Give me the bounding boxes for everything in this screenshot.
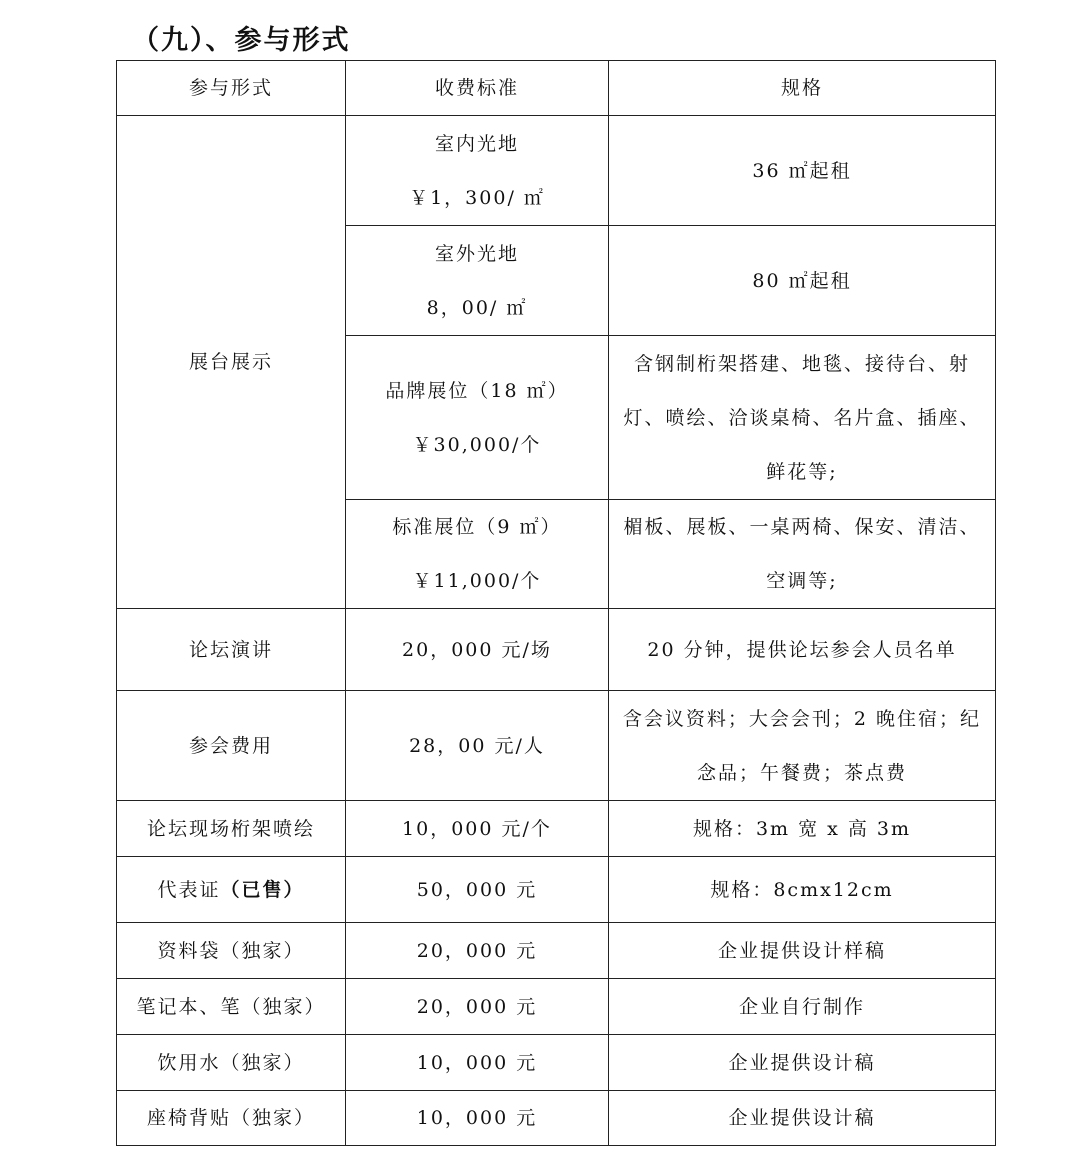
item-price: 10，000 元 bbox=[346, 1091, 609, 1146]
item-name: 参会费用 bbox=[117, 691, 346, 801]
section-title: （九）、参与形式 bbox=[132, 25, 351, 56]
item-name: 代表证 bbox=[157, 878, 221, 901]
spec-cell: 含钢制桁架搭建、地毯、接待台、射灯、喷绘、洽谈桌椅、名片盒、插座、鲜花等; bbox=[609, 336, 996, 500]
item-name: 论坛现场桁架喷绘 bbox=[117, 801, 346, 857]
fee-cell bbox=[346, 500, 609, 609]
item-price: 28，00 元/人 bbox=[346, 691, 609, 801]
table-header-row bbox=[117, 61, 996, 116]
item-spec: 企业提供设计稿 bbox=[609, 1091, 996, 1146]
fee-price: ￥11,000/个 bbox=[412, 570, 542, 592]
item-price: 20，000 元 bbox=[346, 979, 609, 1035]
fee-price: ￥30,000/个 bbox=[412, 433, 542, 456]
item-spec: 企业提供设计样稿 bbox=[609, 923, 996, 979]
item-price: 50，000 元 bbox=[346, 857, 609, 923]
item-name-cell bbox=[117, 857, 346, 923]
fee-name: 室外光地 bbox=[434, 242, 519, 265]
item-name: 座椅背贴（独家） bbox=[117, 1091, 346, 1146]
item-name: 论坛演讲 bbox=[117, 609, 346, 691]
header-specification: 规格 bbox=[609, 61, 996, 116]
item-spec: 含会议资料；大会会刊；2 晚住宿；纪念品；午餐费；茶点费 bbox=[609, 691, 996, 801]
fee-price: ￥1，300/ ㎡ bbox=[409, 186, 545, 209]
table-row bbox=[117, 979, 996, 1035]
item-spec: 规格：8cmx12cm bbox=[609, 857, 996, 923]
item-name: 笔记本、笔（独家） bbox=[117, 979, 346, 1035]
item-price: 20，000 元/场 bbox=[346, 609, 609, 691]
item-price: 10，000 元/个 bbox=[346, 801, 609, 857]
table-row bbox=[117, 801, 996, 857]
table-row bbox=[117, 1035, 996, 1091]
table-row bbox=[117, 116, 996, 226]
spec-cell: 36 ㎡起租 bbox=[609, 116, 996, 226]
fee-price: 8，00/ ㎡ bbox=[426, 296, 528, 319]
fee-name: 品牌展位（18 ㎡） bbox=[385, 379, 569, 402]
sold-badge: （已售） bbox=[220, 878, 305, 901]
fee-cell bbox=[346, 226, 609, 336]
fee-name: 标准展位（9 ㎡） bbox=[392, 516, 562, 538]
item-spec: 20 分钟，提供论坛参会人员名单 bbox=[609, 609, 996, 691]
header-participation-form: 参与形式 bbox=[117, 61, 346, 116]
item-spec: 规格：3m 宽 x 高 3m bbox=[609, 801, 996, 857]
fee-cell bbox=[346, 116, 609, 226]
table-row bbox=[117, 857, 996, 923]
item-name: 资料袋（独家） bbox=[117, 923, 346, 979]
item-spec: 企业提供设计稿 bbox=[609, 1035, 996, 1091]
participation-table bbox=[116, 60, 996, 1146]
table-row bbox=[117, 691, 996, 801]
item-spec: 企业自行制作 bbox=[609, 979, 996, 1035]
item-price: 10，000 元 bbox=[346, 1035, 609, 1091]
fee-cell bbox=[346, 336, 609, 500]
booth-display-label: 展台展示 bbox=[117, 116, 346, 609]
header-fee-standard: 收费标准 bbox=[346, 61, 609, 116]
item-name: 饮用水（独家） bbox=[117, 1035, 346, 1091]
spec-cell: 楣板、展板、一桌两椅、保安、清洁、空调等; bbox=[609, 500, 996, 609]
table-row bbox=[117, 923, 996, 979]
table-row bbox=[117, 609, 996, 691]
spec-cell: 80 ㎡起租 bbox=[609, 226, 996, 336]
item-price: 20，000 元 bbox=[346, 923, 609, 979]
table-row bbox=[117, 1091, 996, 1146]
fee-name: 室内光地 bbox=[434, 132, 519, 155]
